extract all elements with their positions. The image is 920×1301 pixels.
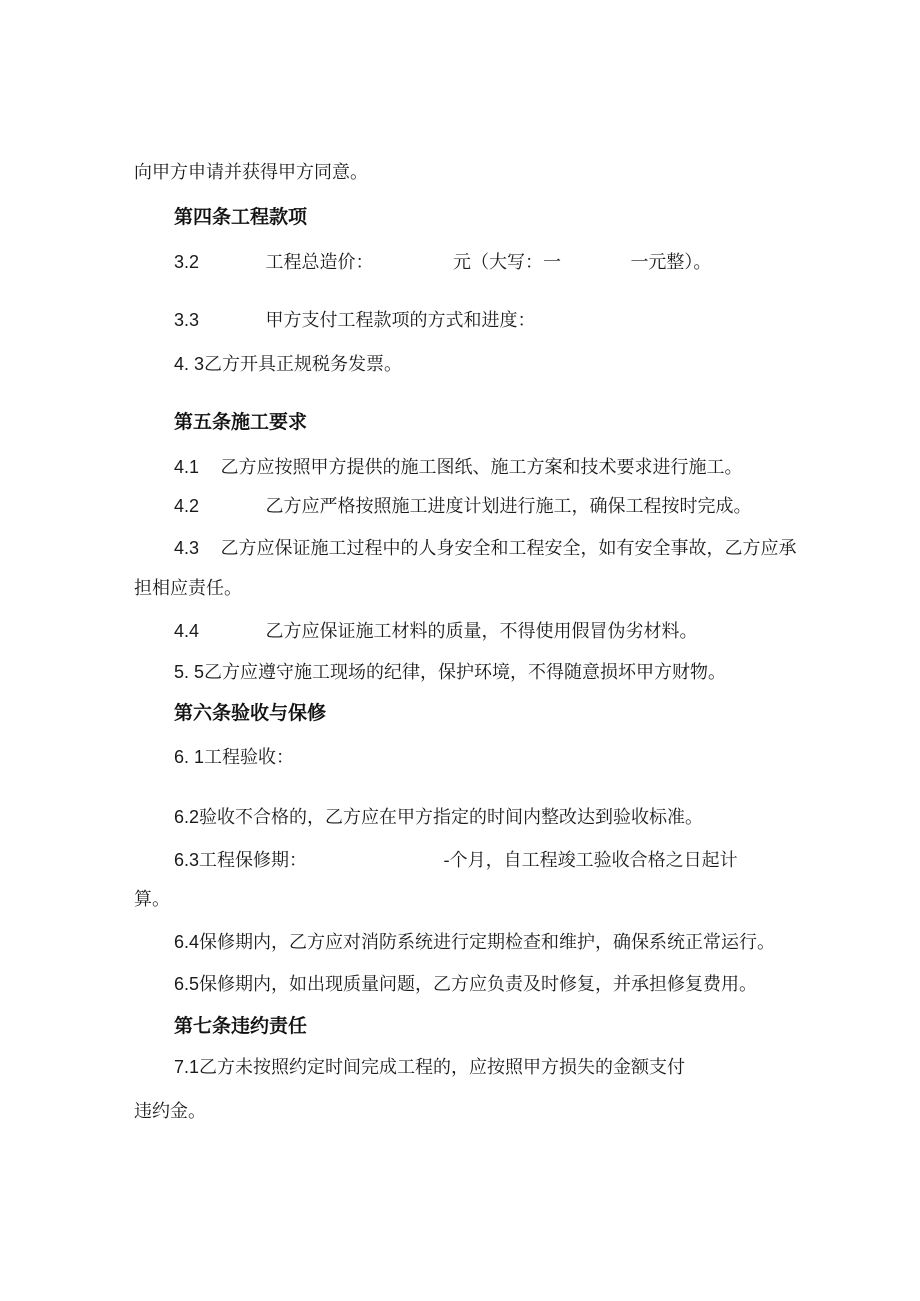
clause-number: 3.2 [174, 252, 200, 272]
clause-text: 保修期内，如出现质量问题，乙方应负责及时修复，并承担修复费用。 [199, 974, 758, 995]
clause-3-3 [174, 308, 536, 333]
clause-text: 工程保修期： [199, 850, 308, 871]
clause-number: 5. 5 [174, 662, 205, 682]
clause-number: 3.3 [174, 310, 200, 330]
article-7-heading: 第七条违约责任 [174, 1015, 308, 1037]
clause-text: 乙方应按照甲方提供的施工图纸、施工方案和技术要求进行施工。 [220, 457, 743, 478]
clause-6-1 [174, 745, 294, 770]
clause-number: 6.2 [174, 807, 200, 827]
clause-4-3-continuation [134, 577, 242, 601]
clause-text: 乙方应保证施工过程中的人身安全和工程安全，如有安全事故，乙方应承 [220, 538, 797, 559]
clause-number: 6.4 [174, 932, 200, 952]
clause-text: 一元整）。 [630, 252, 712, 273]
clause-text: 甲方支付工程款项的方式和进度： [265, 310, 536, 331]
clause-text: 乙方未按照约定时间完成工程的，应按照甲方损失的金额支付 [199, 1057, 686, 1078]
clause-number: 6.5 [174, 974, 200, 994]
clause-7-1 [174, 1055, 685, 1080]
clause-text: 工程总造价： [265, 252, 374, 273]
clause-number: 4. 3 [174, 354, 205, 374]
clause-7-1-continuation [134, 1100, 206, 1124]
clause-number: 6. 1 [174, 747, 205, 767]
clause-6-3-continuation [134, 888, 170, 912]
clause-text: 乙方开具正规税务发票。 [204, 354, 403, 375]
clause-6-3 [174, 848, 738, 873]
clause-text: 乙方应严格按照施工进度计划进行施工，确保工程按时完成。 [265, 496, 752, 517]
clause-text: 工程验收： [204, 747, 295, 768]
article-6-heading: 第六条验收与保修 [174, 702, 327, 724]
clause-6-5 [174, 972, 757, 997]
clause-number: 7.1 [174, 1057, 200, 1077]
clause-number: 4.4 [174, 621, 200, 641]
clause-4-2 [174, 494, 752, 519]
clause-text: 保修期内，乙方应对消防系统进行定期检查和维护，确保系统正常运行。 [199, 932, 776, 953]
clause-text: -个月，自工程竣工验收合格之日起计 [443, 850, 738, 871]
clause-6-4 [174, 930, 775, 955]
clause-text: 乙方应保证施工材料的质量，不得使用假冒伪劣材料。 [265, 621, 698, 642]
paragraph-continuation [134, 161, 368, 185]
clause-4-3 [174, 536, 797, 561]
clause-6-2 [174, 805, 703, 830]
clause-text: 乙方应遵守施工现场的纪律，保护环境，不得随意损坏甲方财物。 [204, 662, 727, 683]
clause-text: 验收不合格的，乙方应在甲方指定的时间内整改达到验收标准。 [199, 807, 704, 828]
clause-number: 4.1 [174, 457, 200, 477]
article-5-heading: 第五条施工要求 [174, 411, 308, 433]
clause-text: 担相应责任。 [134, 578, 242, 599]
clause-4-1 [174, 455, 743, 480]
article-4-heading: 第四条工程款项 [174, 206, 308, 228]
clause-5-5 [174, 660, 726, 685]
clause-4-4 [174, 619, 698, 644]
clause-text: 违约金。 [134, 1101, 206, 1122]
clause-number: 6.3 [174, 850, 200, 870]
clause-3-2 [174, 250, 711, 275]
clause-4-3-invoice [174, 352, 402, 377]
clause-number: 4.2 [174, 496, 200, 516]
clause-text: 算。 [134, 889, 170, 910]
text: 向甲方申请并获得甲方同意。 [134, 162, 368, 183]
clause-number: 4.3 [174, 538, 200, 558]
clause-text: 元（大写：一 [452, 252, 561, 273]
